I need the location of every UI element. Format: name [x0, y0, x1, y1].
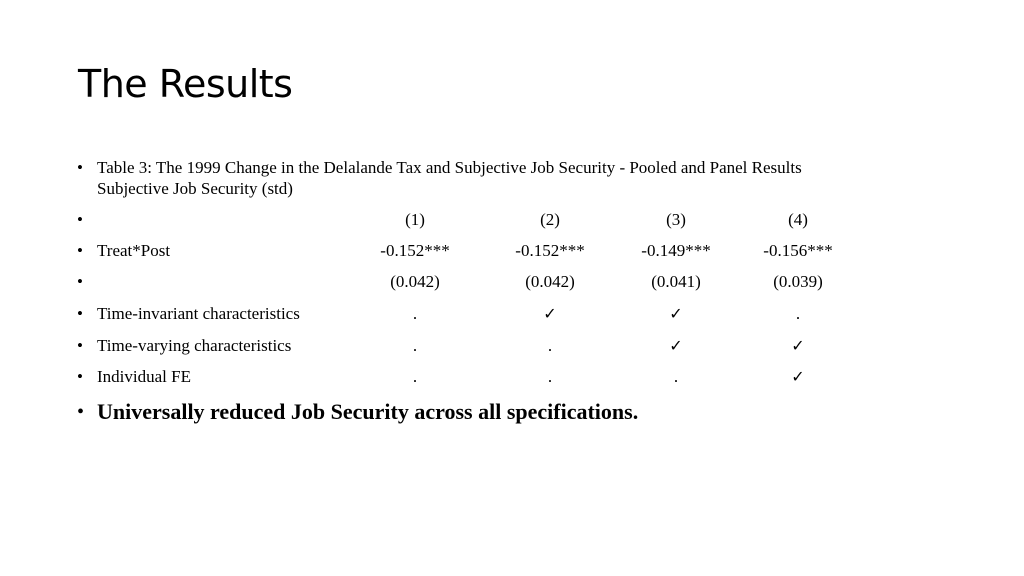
table-cell: (3)	[666, 210, 686, 229]
table-cell: -0.156***	[763, 241, 833, 260]
table-cell: -0.152***	[380, 241, 450, 260]
table-caption-line-2: Subjective Job Security (std)	[97, 179, 293, 198]
check-icon: ✓	[543, 304, 557, 323]
bullet-marker: •	[77, 241, 83, 260]
table-cell: -0.152***	[515, 241, 585, 260]
slide-title: The Results	[78, 62, 293, 106]
table-cell: .	[795, 304, 801, 323]
row-label: Individual FE	[97, 367, 191, 386]
table-cell: (0.039)	[773, 272, 823, 291]
bullet-table-caption	[0, 157, 1024, 201]
table-caption-line-1: Table 3: The 1999 Change in the Delalande Tax and Subjective Job Security - Pooled and Panel Results	[97, 158, 802, 177]
table-cell: .	[547, 336, 553, 355]
table-cell: .	[547, 367, 553, 386]
table-row-time-invariant	[0, 303, 1024, 327]
table-cell: -0.149***	[641, 241, 711, 260]
table-cell: (0.041)	[651, 272, 701, 291]
table-cell: (4)	[788, 210, 808, 229]
table-cell: .	[673, 367, 679, 386]
table-row-standard-errors	[0, 271, 1024, 295]
table-cell: (1)	[405, 210, 425, 229]
table-row-treat-post	[0, 240, 1024, 264]
bullet-marker: •	[77, 336, 83, 355]
table-cell: .	[412, 367, 418, 386]
table-cell: (0.042)	[390, 272, 440, 291]
bullet-marker: •	[77, 272, 83, 291]
row-label: Time-invariant characteristics	[97, 304, 300, 323]
bullet-marker: •	[77, 304, 83, 323]
bullet-marker: •	[77, 401, 85, 423]
table-row-time-varying	[0, 335, 1024, 359]
bullet-marker: •	[77, 210, 83, 229]
table-cell: (2)	[540, 210, 560, 229]
check-icon: ✓	[669, 336, 683, 355]
table-caption	[97, 157, 802, 199]
table-cell: (0.042)	[525, 272, 575, 291]
table-row-individual-fe	[0, 366, 1024, 390]
row-label: Time-varying characteristics	[97, 336, 292, 355]
bullet-marker: •	[77, 367, 83, 386]
table-cell: .	[412, 336, 418, 355]
summary-text: Universally reduced Job Security across all specifications.	[97, 399, 639, 424]
check-icon: ✓	[669, 304, 683, 323]
bullet-marker: •	[77, 158, 83, 177]
check-icon: ✓	[791, 336, 805, 355]
table-row-column-headers	[0, 209, 1024, 233]
check-icon: ✓	[791, 367, 805, 386]
bullet-summary	[0, 398, 1024, 428]
table-cell: .	[412, 304, 418, 323]
row-label: Treat*Post	[97, 241, 171, 260]
